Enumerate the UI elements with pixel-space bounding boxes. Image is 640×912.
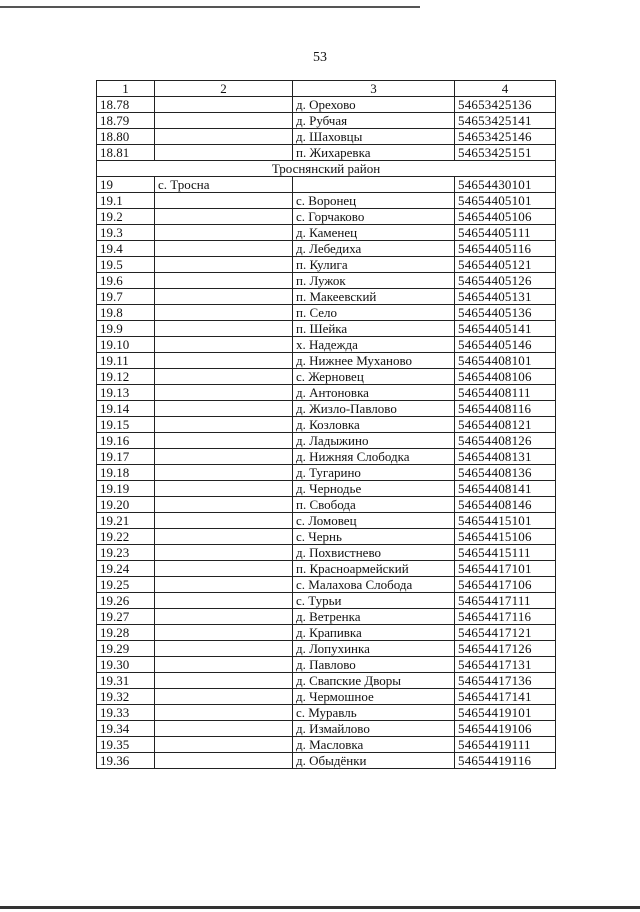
row-number: 19.21 [97, 513, 155, 529]
row-code: 54653425146 [455, 129, 556, 145]
row-center [155, 97, 293, 113]
row-settlement: д. Ладыжино [293, 433, 455, 449]
table-row [97, 497, 556, 513]
row-code: 54654405146 [455, 337, 556, 353]
row-center [155, 721, 293, 737]
row-center [155, 449, 293, 465]
row-code: 54654417106 [455, 577, 556, 593]
row-center [155, 465, 293, 481]
table-row [97, 305, 556, 321]
row-number: 19.26 [97, 593, 155, 609]
row-settlement: д. Ветренка [293, 609, 455, 625]
row-code: 54653425151 [455, 145, 556, 161]
row-code: 54654405116 [455, 241, 556, 257]
row-center [155, 209, 293, 225]
row-number: 19.1 [97, 193, 155, 209]
district-row [97, 161, 556, 177]
row-number: 19.29 [97, 641, 155, 657]
table-row [97, 721, 556, 737]
settlement-table [96, 80, 556, 769]
row-center [155, 497, 293, 513]
page-number: 53 [313, 50, 327, 65]
row-code: 54653425141 [455, 113, 556, 129]
row-settlement: с. Чернь [293, 529, 455, 545]
row-settlement: с. Муравль [293, 705, 455, 721]
row-code: 54654430101 [455, 177, 556, 193]
table-row [97, 641, 556, 657]
row-center [155, 753, 293, 769]
row-center [155, 625, 293, 641]
row-center [155, 321, 293, 337]
table-row [97, 593, 556, 609]
table-row [97, 465, 556, 481]
row-number: 18.79 [97, 113, 155, 129]
table-row [97, 657, 556, 673]
row-center [155, 545, 293, 561]
row-center [155, 593, 293, 609]
row-number: 18.80 [97, 129, 155, 145]
row-settlement: д. Крапивка [293, 625, 455, 641]
row-code: 54654408146 [455, 497, 556, 513]
row-center [155, 561, 293, 577]
row-code: 54654405126 [455, 273, 556, 289]
table-row [97, 145, 556, 161]
row-number: 19.10 [97, 337, 155, 353]
table-row [97, 321, 556, 337]
row-number: 19.17 [97, 449, 155, 465]
row-number: 19.36 [97, 753, 155, 769]
row-code: 54654408136 [455, 465, 556, 481]
table-row [97, 577, 556, 593]
row-code: 54654417131 [455, 657, 556, 673]
table-row [97, 193, 556, 209]
row-settlement: д. Жизло-Павлово [293, 401, 455, 417]
row-settlement: п. Жихаревка [293, 145, 455, 161]
row-settlement: д. Тугарино [293, 465, 455, 481]
row-settlement: д. Рубчая [293, 113, 455, 129]
row-settlement: с. Малахова Слобода [293, 577, 455, 593]
row-center [155, 113, 293, 129]
table-row [97, 97, 556, 113]
row-code: 54654417111 [455, 593, 556, 609]
table-row [97, 609, 556, 625]
row-settlement: п. Красноармейский [293, 561, 455, 577]
row-number: 19.16 [97, 433, 155, 449]
row-code: 54654408101 [455, 353, 556, 369]
row-settlement: п. Село [293, 305, 455, 321]
table-row [97, 177, 556, 193]
table-row [97, 545, 556, 561]
row-code: 54654417136 [455, 673, 556, 689]
row-code: 54654405136 [455, 305, 556, 321]
scan-edge-top [0, 6, 420, 8]
row-number: 19.4 [97, 241, 155, 257]
row-number: 19.27 [97, 609, 155, 625]
header-cell-1: 1 [97, 81, 155, 97]
row-number: 19.30 [97, 657, 155, 673]
row-center [155, 401, 293, 417]
table-row [97, 241, 556, 257]
row-settlement: д. Лебедиха [293, 241, 455, 257]
scan-edge-bottom [0, 906, 640, 909]
row-center [155, 673, 293, 689]
row-settlement: с. Горчаково [293, 209, 455, 225]
row-settlement: п. Макеевский [293, 289, 455, 305]
row-settlement: д. Нижняя Слободка [293, 449, 455, 465]
table-row [97, 113, 556, 129]
row-settlement: с. Воронец [293, 193, 455, 209]
row-code: 54654408121 [455, 417, 556, 433]
row-center [155, 609, 293, 625]
row-settlement: х. Надежда [293, 337, 455, 353]
row-settlement: д. Обыдёнки [293, 753, 455, 769]
row-settlement: д. Чермошное [293, 689, 455, 705]
row-center [155, 705, 293, 721]
row-number: 19.6 [97, 273, 155, 289]
table-row [97, 753, 556, 769]
row-number: 19.5 [97, 257, 155, 273]
row-number: 19.7 [97, 289, 155, 305]
row-number: 19.33 [97, 705, 155, 721]
table-row [97, 433, 556, 449]
table-row [97, 401, 556, 417]
row-number: 19.34 [97, 721, 155, 737]
row-code: 54654417126 [455, 641, 556, 657]
table-row [97, 385, 556, 401]
row-settlement: д. Нижнее Муханово [293, 353, 455, 369]
table-row [97, 561, 556, 577]
row-number: 19.28 [97, 625, 155, 641]
row-center [155, 417, 293, 433]
row-code: 54654417116 [455, 609, 556, 625]
row-settlement: п. Свобода [293, 497, 455, 513]
row-code: 54654415101 [455, 513, 556, 529]
row-center [155, 305, 293, 321]
row-center [155, 289, 293, 305]
row-number: 18.78 [97, 97, 155, 113]
row-code: 54654405106 [455, 209, 556, 225]
row-settlement: д. Похвистнево [293, 545, 455, 561]
row-code: 54654408116 [455, 401, 556, 417]
table-row [97, 225, 556, 241]
table-row [97, 369, 556, 385]
row-code: 54654408141 [455, 481, 556, 497]
table-row [97, 705, 556, 721]
table-row [97, 625, 556, 641]
header-cell-4: 4 [455, 81, 556, 97]
row-settlement: п. Шейка [293, 321, 455, 337]
row-code: 54654415106 [455, 529, 556, 545]
row-center [155, 513, 293, 529]
row-center [155, 273, 293, 289]
row-number: 19.24 [97, 561, 155, 577]
table-row [97, 673, 556, 689]
row-settlement: д. Антоновка [293, 385, 455, 401]
row-settlement: п. Кулига [293, 257, 455, 273]
row-code: 54654419101 [455, 705, 556, 721]
row-code: 54654405101 [455, 193, 556, 209]
row-center [155, 225, 293, 241]
row-code: 54654405111 [455, 225, 556, 241]
row-code: 54654417141 [455, 689, 556, 705]
row-center [155, 193, 293, 209]
row-center [155, 353, 293, 369]
row-code: 54654419106 [455, 721, 556, 737]
row-number: 19.13 [97, 385, 155, 401]
row-center [155, 337, 293, 353]
table-row [97, 337, 556, 353]
row-settlement: с. Ломовец [293, 513, 455, 529]
row-code: 54654405131 [455, 289, 556, 305]
row-settlement: д. Лопухинка [293, 641, 455, 657]
row-settlement: д. Павлово [293, 657, 455, 673]
row-code: 54654405121 [455, 257, 556, 273]
table-row [97, 257, 556, 273]
row-center [155, 641, 293, 657]
row-settlement: д. Масловка [293, 737, 455, 753]
row-number: 19.35 [97, 737, 155, 753]
row-code: 54654408106 [455, 369, 556, 385]
row-number: 19.19 [97, 481, 155, 497]
row-center [155, 689, 293, 705]
row-settlement: д. Свапские Дворы [293, 673, 455, 689]
row-center [155, 529, 293, 545]
row-settlement: д. Орехово [293, 97, 455, 113]
row-code: 54654405141 [455, 321, 556, 337]
header-cell-2: 2 [155, 81, 293, 97]
table-row [97, 737, 556, 753]
row-center [155, 241, 293, 257]
row-code: 54654415111 [455, 545, 556, 561]
row-settlement [293, 177, 455, 193]
row-number: 18.81 [97, 145, 155, 161]
row-code: 54654408111 [455, 385, 556, 401]
row-code: 54654417101 [455, 561, 556, 577]
row-number: 19.14 [97, 401, 155, 417]
table-row [97, 417, 556, 433]
row-settlement: д. Шаховцы [293, 129, 455, 145]
header-row [97, 81, 556, 97]
row-center [155, 369, 293, 385]
row-center [155, 145, 293, 161]
table-row [97, 529, 556, 545]
row-settlement: с. Турьи [293, 593, 455, 609]
row-number: 19.20 [97, 497, 155, 513]
table-row [97, 481, 556, 497]
row-number: 19.9 [97, 321, 155, 337]
row-number: 19.12 [97, 369, 155, 385]
table-row [97, 689, 556, 705]
table-row [97, 513, 556, 529]
row-number: 19.11 [97, 353, 155, 369]
row-center [155, 385, 293, 401]
row-code: 54653425136 [455, 97, 556, 113]
row-center [155, 129, 293, 145]
row-settlement: с. Жерновец [293, 369, 455, 385]
row-number: 19.32 [97, 689, 155, 705]
row-code: 54654419116 [455, 753, 556, 769]
row-number: 19.8 [97, 305, 155, 321]
row-center [155, 433, 293, 449]
rows-after [97, 177, 556, 769]
row-number: 19.22 [97, 529, 155, 545]
table-row [97, 449, 556, 465]
row-settlement: д. Козловка [293, 417, 455, 433]
table-row [97, 289, 556, 305]
row-code: 54654417121 [455, 625, 556, 641]
row-code: 54654408131 [455, 449, 556, 465]
table-row [97, 209, 556, 225]
row-number: 19.15 [97, 417, 155, 433]
row-settlement: д. Измайлово [293, 721, 455, 737]
table-row [97, 353, 556, 369]
table-row [97, 273, 556, 289]
row-number: 19.31 [97, 673, 155, 689]
rows-before [97, 97, 556, 161]
row-center: с. Тросна [155, 177, 293, 193]
row-settlement: д. Чернодье [293, 481, 455, 497]
row-number: 19.3 [97, 225, 155, 241]
row-settlement: п. Лужок [293, 273, 455, 289]
header-cell-3: 3 [293, 81, 455, 97]
row-code: 54654408126 [455, 433, 556, 449]
row-settlement: д. Каменец [293, 225, 455, 241]
table-row [97, 129, 556, 145]
row-number: 19.18 [97, 465, 155, 481]
row-center [155, 577, 293, 593]
row-code: 54654419111 [455, 737, 556, 753]
row-number: 19.2 [97, 209, 155, 225]
row-number: 19.23 [97, 545, 155, 561]
district-title: Троснянский район [97, 161, 556, 177]
row-center [155, 481, 293, 497]
row-center [155, 737, 293, 753]
row-number: 19 [97, 177, 155, 193]
row-number: 19.25 [97, 577, 155, 593]
row-center [155, 657, 293, 673]
row-center [155, 257, 293, 273]
